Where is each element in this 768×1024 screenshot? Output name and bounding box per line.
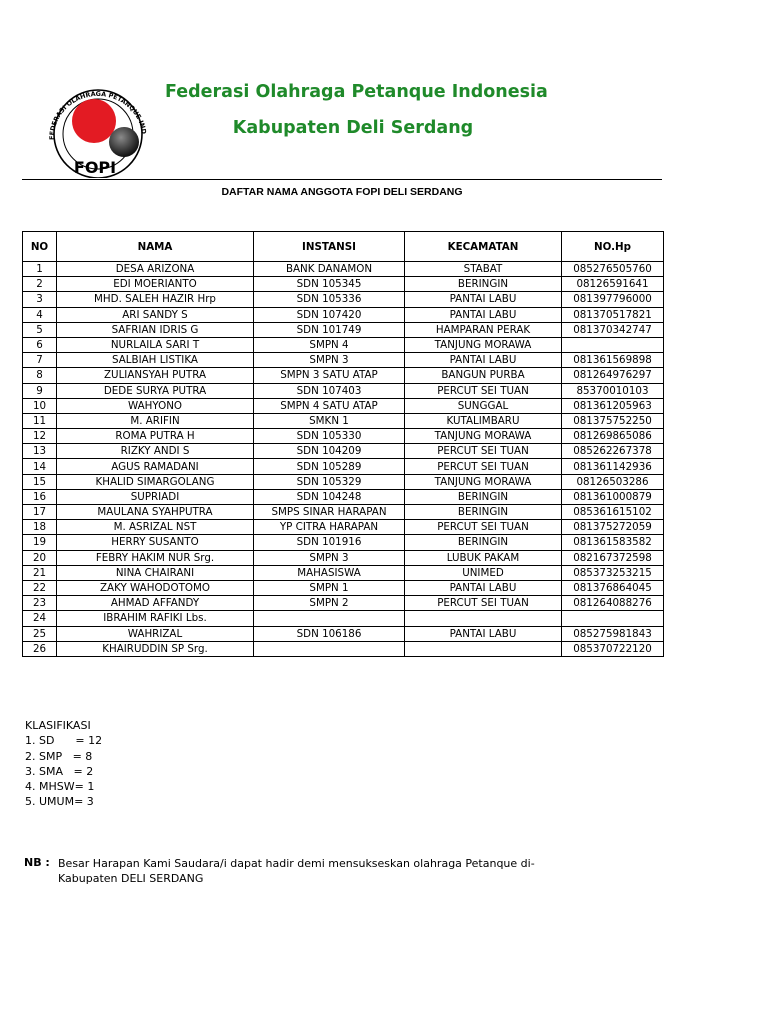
cell-no: 24: [23, 611, 57, 626]
cell-kecamatan: KUTALIMBARU: [405, 413, 562, 428]
table-row: [23, 307, 664, 322]
cell-no-hp: 081361000879: [562, 489, 664, 504]
cell-instansi: SDN 105289: [254, 459, 405, 474]
table-row: [23, 444, 664, 459]
cell-no: 13: [23, 444, 57, 459]
cell-no-hp: 085370722120: [562, 641, 664, 656]
cell-no-hp: 081375752250: [562, 413, 664, 428]
table-row: [23, 505, 664, 520]
cell-instansi: SDN 106186: [254, 626, 405, 641]
cell-no-hp: 085361615102: [562, 505, 664, 520]
table-header-row: [23, 232, 664, 262]
cell-no-hp: 081361569898: [562, 353, 664, 368]
cell-no: 10: [23, 398, 57, 413]
cell-no: 21: [23, 565, 57, 580]
cell-instansi: SMKN 1: [254, 413, 405, 428]
document-title: DAFTAR NAMA ANGGOTA FOPI DELI SERDANG: [221, 186, 463, 198]
cell-no: 20: [23, 550, 57, 565]
cell-no-hp: 08126591641: [562, 277, 664, 292]
cell-instansi: SMPN 1: [254, 580, 405, 595]
fopi-logo-graphic: [32, 66, 158, 178]
cell-instansi: YP CITRA HARAPAN: [254, 520, 405, 535]
cell-instansi: SMPS SINAR HARAPAN: [254, 505, 405, 520]
header-divider: [22, 179, 662, 180]
cell-instansi: [254, 641, 405, 656]
table-body: [23, 262, 664, 657]
cell-instansi: BANK DANAMON: [254, 262, 405, 277]
cell-kecamatan: LUBUK PAKAM: [405, 550, 562, 565]
cell-no: 1: [23, 262, 57, 277]
cell-no-hp: 08126503286: [562, 474, 664, 489]
cell-instansi: SDN 105329: [254, 474, 405, 489]
cell-no-hp: 081397796000: [562, 292, 664, 307]
cell-instansi: SDN 104248: [254, 489, 405, 504]
table-row: [23, 489, 664, 504]
cell-kecamatan: TANJUNG MORAWA: [405, 474, 562, 489]
cell-no-hp: 085373253215: [562, 565, 664, 580]
cell-instansi: SDN 104209: [254, 444, 405, 459]
cell-nama: MAULANA SYAHPUTRA: [57, 505, 254, 520]
table-row: [23, 337, 664, 352]
cell-instansi: SDN 107403: [254, 383, 405, 398]
table-row: [23, 626, 664, 641]
cell-no: 7: [23, 353, 57, 368]
cell-no-hp: 081361583582: [562, 535, 664, 550]
header-nama: NAMA: [57, 232, 254, 262]
cell-instansi: MAHASISWA: [254, 565, 405, 580]
cell-kecamatan: UNIMED: [405, 565, 562, 580]
cell-nama: KHALID SIMARGOLANG: [57, 474, 254, 489]
cell-instansi: SDN 105330: [254, 429, 405, 444]
cell-kecamatan: PERCUT SEI TUAN: [405, 459, 562, 474]
cell-no-hp: 085262267378: [562, 444, 664, 459]
cell-kecamatan: PERCUT SEI TUAN: [405, 596, 562, 611]
cell-kecamatan: SUNGGAL: [405, 398, 562, 413]
classification-item: 2. SMP = 8: [25, 749, 93, 763]
cell-kecamatan: PANTAI LABU: [405, 580, 562, 595]
cell-kecamatan: [405, 641, 562, 656]
cell-no: 4: [23, 307, 57, 322]
table-row: [23, 383, 664, 398]
cell-no: 25: [23, 626, 57, 641]
classification: [25, 718, 102, 810]
cell-nama: HERRY SUSANTO: [57, 535, 254, 550]
table-row: [23, 429, 664, 444]
cell-instansi: SMPN 3: [254, 550, 405, 565]
cell-no: 6: [23, 337, 57, 352]
cell-nama: NURLAILA SARI T: [57, 337, 254, 352]
members-table: [22, 231, 664, 657]
table-row: [23, 368, 664, 383]
cell-no-hp: 081264088276: [562, 596, 664, 611]
cell-instansi: SDN 101749: [254, 322, 405, 337]
cell-no-hp: 081375272059: [562, 520, 664, 535]
cell-kecamatan: PANTAI LABU: [405, 626, 562, 641]
cell-nama: SALBIAH LISTIKA: [57, 353, 254, 368]
cell-nama: FEBRY HAKIM NUR Srg.: [57, 550, 254, 565]
table-row: [23, 550, 664, 565]
cell-kecamatan: PERCUT SEI TUAN: [405, 520, 562, 535]
cell-no: 19: [23, 535, 57, 550]
cell-nama: NINA CHAIRANI: [57, 565, 254, 580]
cell-instansi: SMPN 3 SATU ATAP: [254, 368, 405, 383]
table-row: [23, 596, 664, 611]
logo-acronym: FOPI: [73, 158, 117, 177]
cell-no: 22: [23, 580, 57, 595]
cell-no: 5: [23, 322, 57, 337]
cell-no: 14: [23, 459, 57, 474]
cell-no: 15: [23, 474, 57, 489]
cell-nama: WAHRIZAL: [57, 626, 254, 641]
cell-kecamatan: BERINGIN: [405, 535, 562, 550]
cell-kecamatan: STABAT: [405, 262, 562, 277]
classification-item: 1. SD = 12: [25, 734, 103, 748]
logo-red-ball: [72, 99, 116, 143]
cell-no-hp: 081376864045: [562, 580, 664, 595]
cell-no: 16: [23, 489, 57, 504]
header-instansi: INSTANSI: [254, 232, 405, 262]
cell-no: 26: [23, 641, 57, 656]
cell-nama: RIZKY ANDI S: [57, 444, 254, 459]
cell-kecamatan: BERINGIN: [405, 489, 562, 504]
cell-nama: ZULIANSYAH PUTRA: [57, 368, 254, 383]
cell-no: 9: [23, 383, 57, 398]
header-no: NO: [23, 232, 57, 262]
cell-no-hp: 85370010103: [562, 383, 664, 398]
cell-no: 23: [23, 596, 57, 611]
cell-instansi: SDN 107420: [254, 307, 405, 322]
cell-kecamatan: BANGUN PURBA: [405, 368, 562, 383]
org-name: Federasi Olahraga Petanque Indonesia: [165, 82, 548, 102]
cell-instansi: SDN 105336: [254, 292, 405, 307]
table-row: [23, 292, 664, 307]
cell-no-hp: 081361142936: [562, 459, 664, 474]
table-row: [23, 322, 664, 337]
cell-instansi: SMPN 4 SATU ATAP: [254, 398, 405, 413]
header-no-hp: NO.Hp: [562, 232, 664, 262]
cell-no: 8: [23, 368, 57, 383]
cell-nama: MHD. SALEH HAZIR Hrp: [57, 292, 254, 307]
cell-nama: DESA ARIZONA: [57, 262, 254, 277]
cell-instansi: SDN 101916: [254, 535, 405, 550]
cell-no-hp: 081361205963: [562, 398, 664, 413]
table-row: [23, 277, 664, 292]
cell-instansi: SMPN 3: [254, 353, 405, 368]
table-row: [23, 565, 664, 580]
table-row: [23, 520, 664, 535]
cell-no-hp: 081269865086: [562, 429, 664, 444]
cell-instansi: SDN 105345: [254, 277, 405, 292]
table-row: [23, 535, 664, 550]
table-row: [23, 474, 664, 489]
table-row: [23, 611, 664, 626]
cell-kecamatan: TANJUNG MORAWA: [405, 429, 562, 444]
cell-no-hp: [562, 611, 664, 626]
note-label: NB :: [24, 856, 50, 869]
table-row: [23, 262, 664, 277]
cell-no-hp: 081264976297: [562, 368, 664, 383]
table-row: [23, 459, 664, 474]
classification-item: 4. MHSW= 1: [25, 780, 95, 794]
cell-nama: DEDE SURYA PUTRA: [57, 383, 254, 398]
cell-kecamatan: BERINGIN: [405, 505, 562, 520]
cell-kecamatan: BERINGIN: [405, 277, 562, 292]
cell-no-hp: 081370517821: [562, 307, 664, 322]
table-row: [23, 641, 664, 656]
cell-no: 17: [23, 505, 57, 520]
classification-item: 5. UMUM= 3: [25, 795, 94, 809]
classification-item: 3. SMA = 2: [25, 764, 94, 778]
cell-nama: EDI MOERIANTO: [57, 277, 254, 292]
header-kecamatan: KECAMATAN: [405, 232, 562, 262]
cell-kecamatan: [405, 611, 562, 626]
note-text: Besar Harapan Kami Saudara/i dapat hadir demi mensukseskan olahraga Petanque di-Kabupaten DELI SERDANG: [58, 857, 535, 885]
cell-no-hp: [562, 337, 664, 352]
cell-kecamatan: PERCUT SEI TUAN: [405, 383, 562, 398]
cell-nama: ARI SANDY S: [57, 307, 254, 322]
cell-nama: SUPRIADI: [57, 489, 254, 504]
cell-no: 2: [23, 277, 57, 292]
cell-instansi: SMPN 2: [254, 596, 405, 611]
cell-nama: WAHYONO: [57, 398, 254, 413]
cell-kecamatan: TANJUNG MORAWA: [405, 337, 562, 352]
cell-instansi: SMPN 4: [254, 337, 405, 352]
cell-nama: ROMA PUTRA H: [57, 429, 254, 444]
logo-dark-ball: [109, 127, 139, 157]
cell-no: 3: [23, 292, 57, 307]
table-row: [23, 413, 664, 428]
table-row: [23, 580, 664, 595]
org-region: Kabupaten Deli Serdang: [232, 118, 474, 138]
cell-nama: KHAIRUDDIN SP Srg.: [57, 641, 254, 656]
cell-kecamatan: PERCUT SEI TUAN: [405, 444, 562, 459]
cell-kecamatan: PANTAI LABU: [405, 292, 562, 307]
cell-nama: ZAKY WAHODOTOMO: [57, 580, 254, 595]
fopi-logo: [32, 66, 158, 178]
table-row: [23, 353, 664, 368]
cell-no: 12: [23, 429, 57, 444]
classification-title: KLASIFIKASI: [25, 719, 91, 732]
cell-nama: AGUS RAMADANI: [57, 459, 254, 474]
cell-no: 18: [23, 520, 57, 535]
table-row: [23, 398, 664, 413]
cell-nama: SAFRIAN IDRIS G: [57, 322, 254, 337]
logo-ring-text: FEDERASI OLAHRAGA PETANQUE IND: [47, 89, 148, 141]
cell-kecamatan: PANTAI LABU: [405, 307, 562, 322]
cell-instansi: [254, 611, 405, 626]
cell-nama: AHMAD AFFANDY: [57, 596, 254, 611]
cell-no: 11: [23, 413, 57, 428]
cell-kecamatan: PANTAI LABU: [405, 353, 562, 368]
cell-kecamatan: HAMPARAN PERAK: [405, 322, 562, 337]
cell-nama: M. ASRIZAL NST: [57, 520, 254, 535]
cell-no-hp: 085276505760: [562, 262, 664, 277]
cell-no-hp: 081370342747: [562, 322, 664, 337]
cell-no-hp: 082167372598: [562, 550, 664, 565]
cell-no-hp: 085275981843: [562, 626, 664, 641]
cell-nama: IBRAHIM RAFIKI Lbs.: [57, 611, 254, 626]
cell-nama: M. ARIFIN: [57, 413, 254, 428]
